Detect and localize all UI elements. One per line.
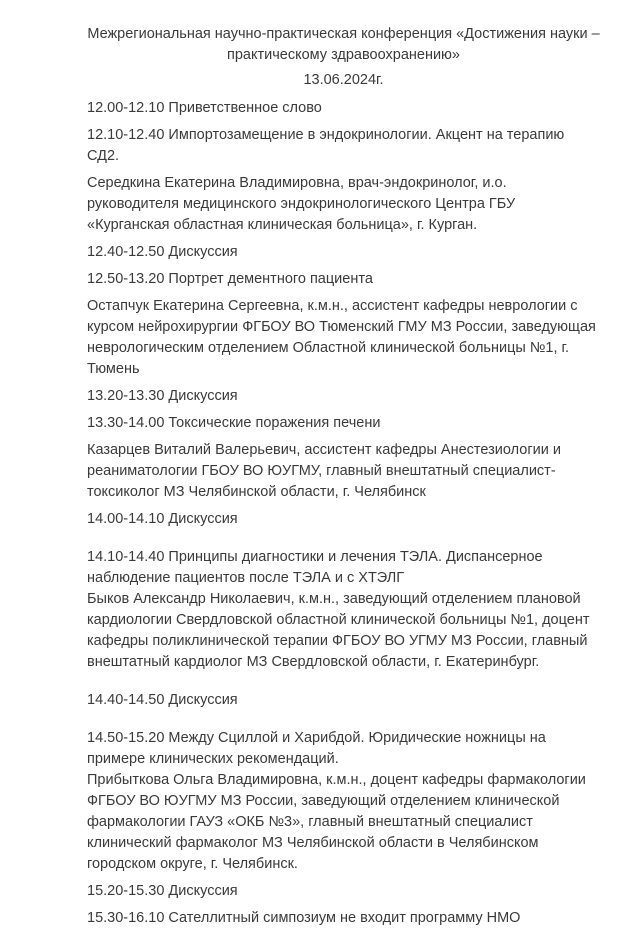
speaker-seredkina: Середкина Екатерина Владимировна, врач-эндокринолог, и.о. руководителя медицинского эндокринологического Центра ГБУ «Курганская областная клиническая больница», г. Курган. — [87, 175, 516, 233]
session-14-50-legal: 14.50-15.20 Между Сциллой и Харибдой. Юридические ножницы на примере клинических рекомендаций. — [87, 730, 546, 767]
session-12-10-endocrinology: 12.10-12.40 Импортозамещение в эндокринологии. Акцент на терапию СД2. — [87, 127, 565, 164]
session-14-10-tela: 14.10-14.40 Принципы диагностики и лечения ТЭЛА. Диспансерное наблюдение пациентов после ТЭЛА и с ХТЭЛГ — [87, 549, 543, 586]
session-15-30-satellite: 15.30-16.10 Сателлитный симпозиум не входит программу НМО — [87, 910, 521, 926]
session-14-00-discussion: 14.00-14.10 Дискуссия — [87, 511, 238, 527]
speaker-pribytkova: Прибыткова Ольга Владимировна, к.м.н., доцент кафедры фармакологии ФГБОУ ВО ЮУГМУ МЗ России, заведующий отделением клинической фармакологии ГАУЗ «ОКБ №3», главный внештатный специалист клинический фармаколог МЗ Челябинской области в Челябинском городском округе, г. Челябинск. — [87, 772, 586, 872]
session-13-20-discussion: 13.20-13.30 Дискуссия — [87, 388, 238, 404]
session-14-40-discussion: 14.40-14.50 Дискуссия — [87, 692, 238, 708]
document-title — [87, 24, 600, 66]
session-13-30-liver: 13.30-14.00 Токсические поражения печени — [87, 415, 381, 431]
document-title-line-1: Межрегиональная научно-практическая конференция «Достижения науки – — [87, 26, 600, 42]
session-15-20-discussion: 15.20-15.30 Дискуссия — [87, 883, 238, 899]
session-12-40-discussion: 12.40-12.50 Дискуссия — [87, 244, 238, 260]
session-12-00-welcome: 12.00-12.10 Приветственное слово — [87, 100, 322, 116]
session-12-50-dementia: 12.50-13.20 Портрет дементного пациента — [87, 271, 373, 287]
document-date: 13.06.2024г. — [303, 72, 384, 88]
speaker-kazartsev: Казарцев Виталий Валерьевич, ассистент кафедры Анестезиологии и реаниматологии ГБОУ ВО ЮУГМУ, главный внештатный специалист-токсиколог МЗ Челябинской области, г. Челябинск — [87, 442, 561, 500]
document-title-line-2: практическому здравоохранению» — [227, 47, 460, 63]
speaker-ostapchuk: Остапчук Екатерина Сергеевна, к.м.н., ассистент кафедры неврологии с курсом нейрохирургии ФГБОУ ВО Тюменский ГМУ МЗ России, заведующая неврологическим отделением Областной клинической больницы №1, г. Тюмень — [87, 298, 596, 377]
speaker-bykov: Быков Александр Николаевич, к.м.н., заведующий отделением плановой кардиологии Свердловской областной клинической больницы №1, доцент кафедры поликлинической терапии ФГБОУ ВО УГМУ МЗ России, главный внештатный кардиолог МЗ Свердловской области, г. Екатеринбург. — [87, 591, 590, 670]
